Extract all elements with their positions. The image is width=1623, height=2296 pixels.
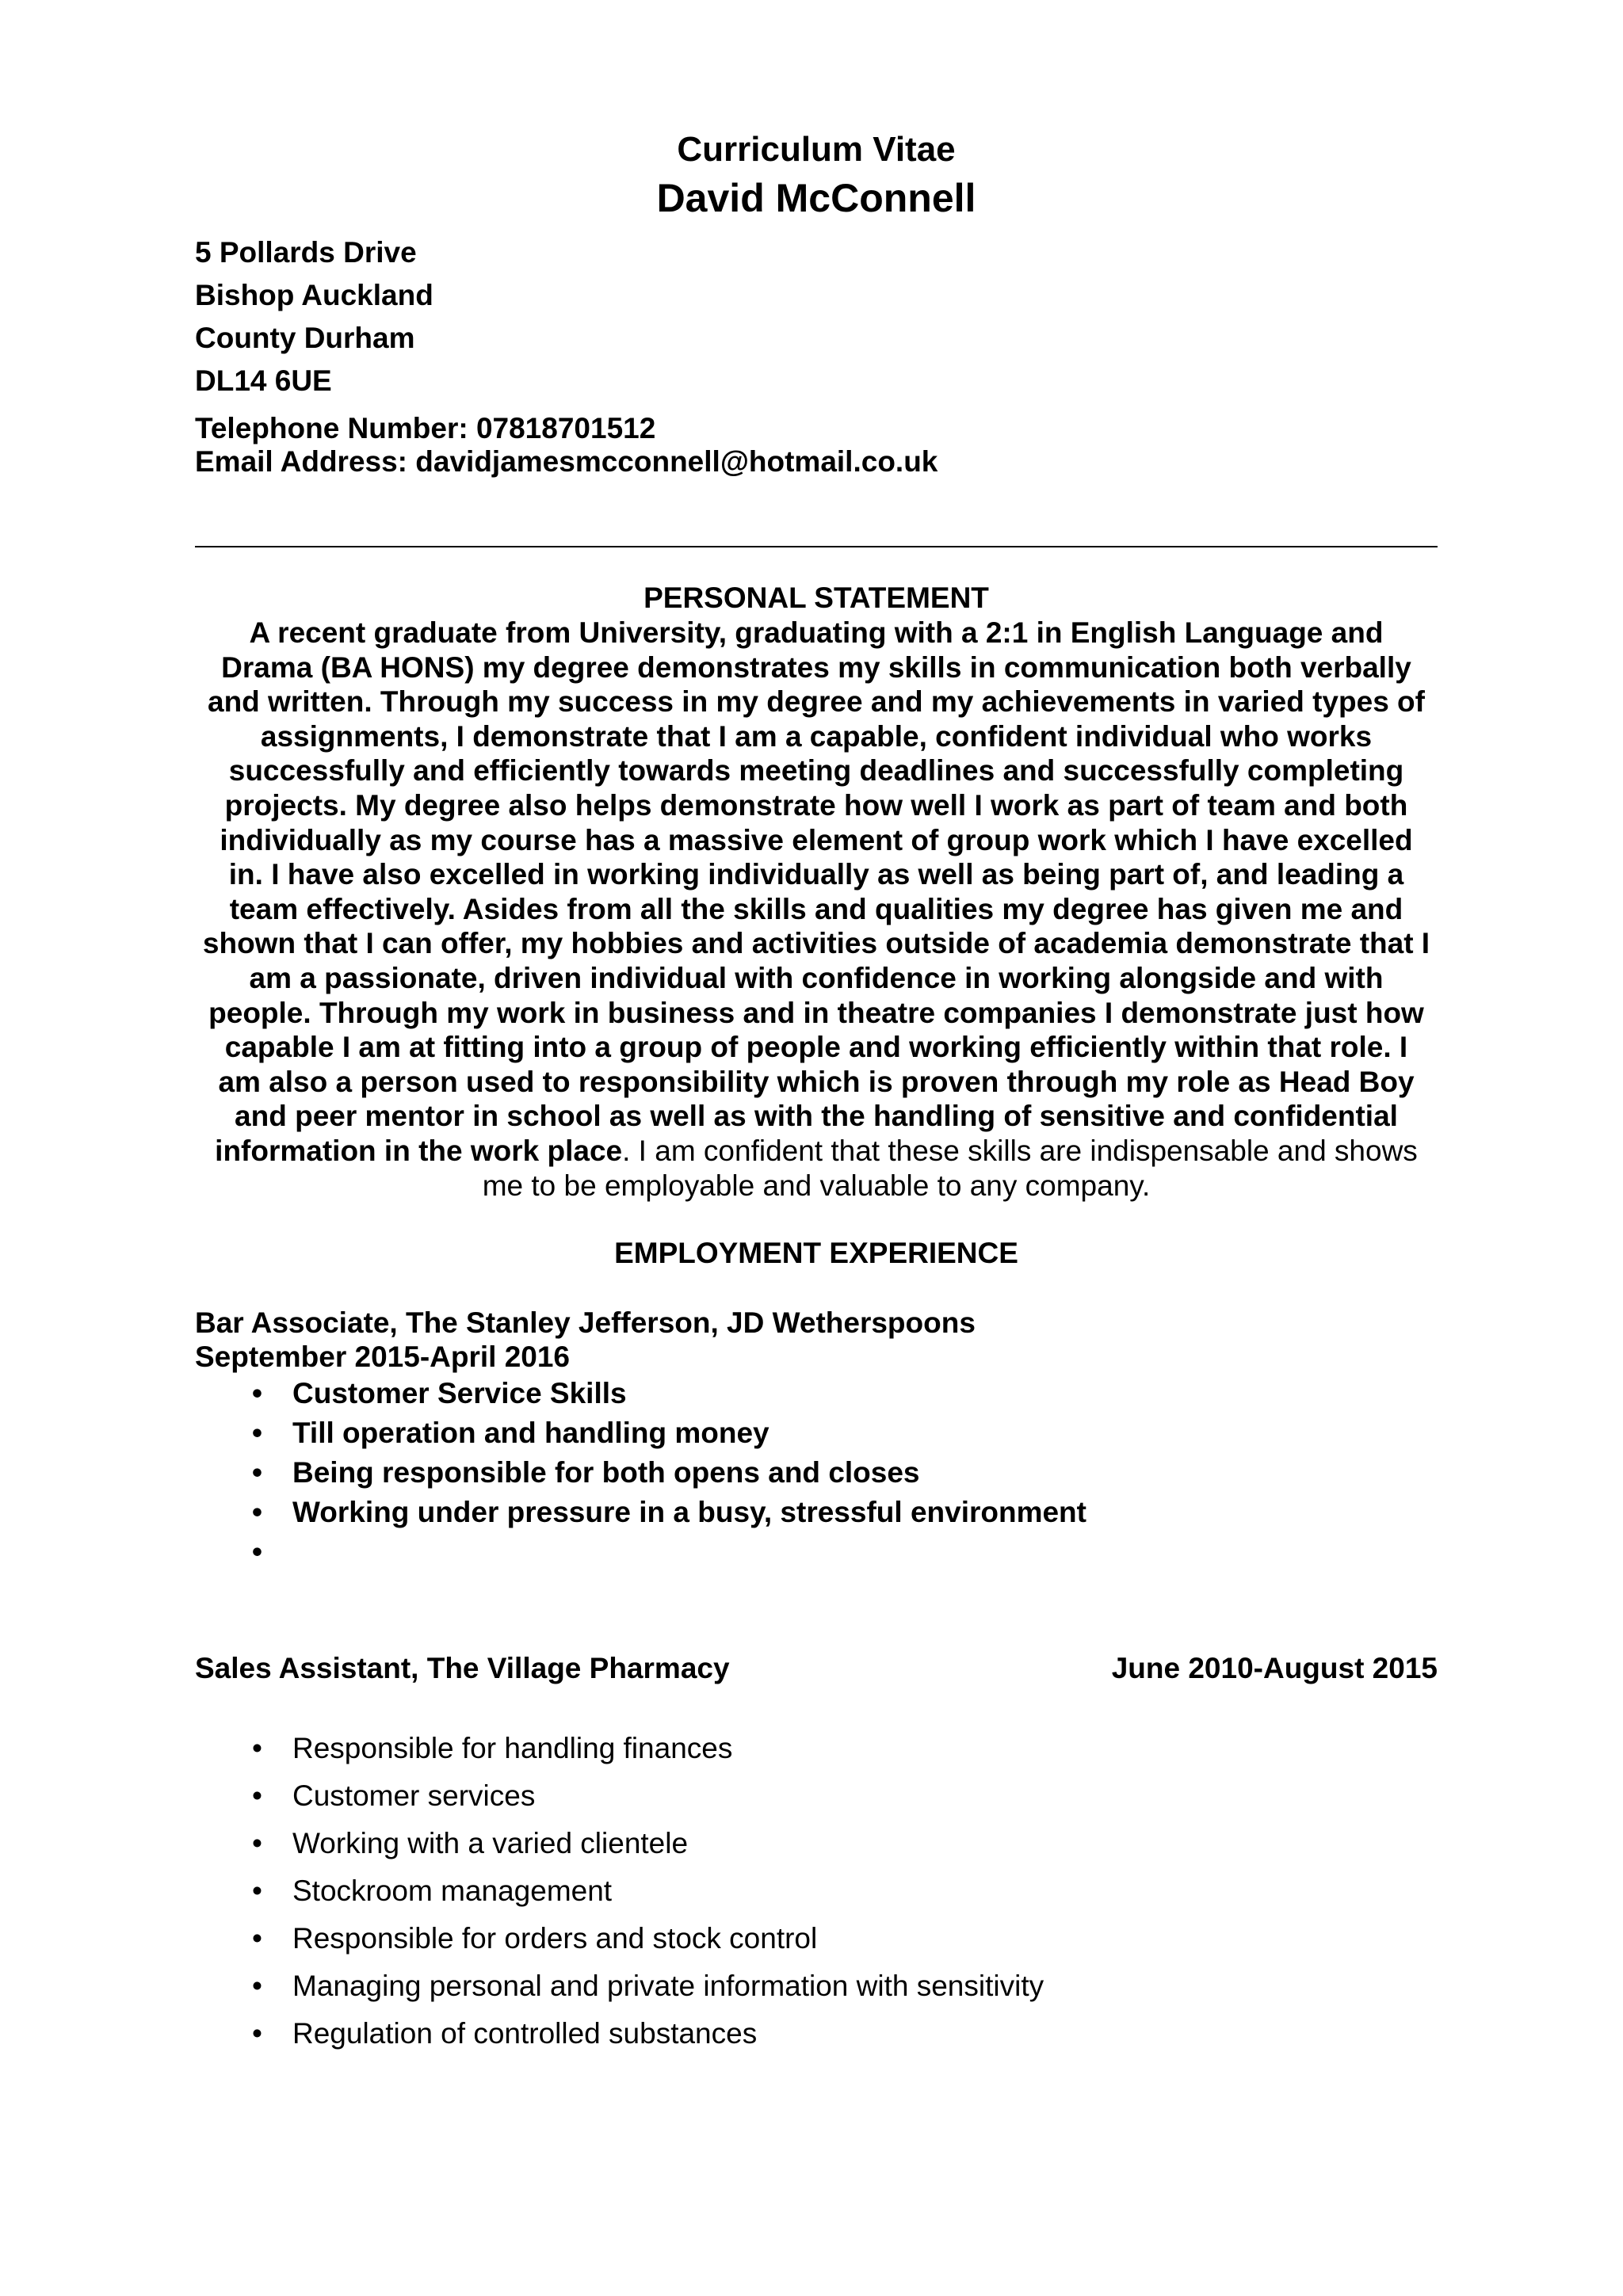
- list-item: [195, 1453, 1438, 1493]
- job-title: Sales Assistant, The Village Pharmacy: [195, 1652, 730, 1685]
- duty-text: Being responsible for both opens and closes: [292, 1456, 920, 1489]
- cv-content: [195, 127, 1438, 2058]
- duty-text: Responsible for orders and stock control: [292, 1922, 818, 1955]
- document-title: Curriculum Vitae: [677, 130, 956, 169]
- list-item: [195, 1725, 1438, 1772]
- bullet-icon: •: [252, 1875, 262, 1908]
- list-item: [195, 1915, 1438, 1962]
- list-item: [195, 1374, 1438, 1413]
- candidate-name: David McConnell: [656, 176, 976, 220]
- list-item: [195, 1867, 1438, 1915]
- list-item: [195, 1820, 1438, 1867]
- duty-text: Working with a varied clientele: [292, 1827, 689, 1860]
- contact-block: [195, 412, 1438, 479]
- duty-text: Regulation of controlled substances: [292, 2017, 758, 2050]
- duty-text: Working under pressure in a busy, stressful environment: [292, 1496, 1086, 1529]
- address-line-postcode: DL14 6UE: [195, 364, 332, 397]
- list-item: [195, 1962, 1438, 2010]
- personal-statement-heading: PERSONAL STATEMENT: [643, 582, 989, 614]
- job-dates: June 2010-August 2015: [1111, 1652, 1438, 1685]
- bullet-icon: •: [252, 1779, 262, 1813]
- bullet-icon: •: [252, 1377, 262, 1410]
- address-line-county: County Durham: [195, 322, 415, 354]
- address-block: [195, 231, 1438, 402]
- duty-text: Managing personal and private information with sensitivity: [292, 1970, 1044, 2003]
- duty-text: Customer Service Skills: [292, 1377, 627, 1410]
- duty-text: Customer services: [292, 1779, 536, 1813]
- bullet-icon: •: [252, 1732, 262, 1765]
- personal-statement-plain: . I am confident that these skills are indispensable and shows me to be employable and valuable to any company.: [482, 1134, 1418, 1202]
- bullet-icon: •: [252, 1970, 262, 2003]
- section-divider: [195, 546, 1438, 547]
- job-entry-sales-assistant: [195, 1651, 1438, 2058]
- bullet-icon: •: [252, 1922, 262, 1955]
- job-dates: September 2015-April 2016: [195, 1341, 571, 1374]
- bullet-icon: •: [252, 1535, 262, 1569]
- bullet-icon: •: [252, 1496, 262, 1529]
- address-line-town: Bishop Auckland: [195, 279, 433, 311]
- job-duties-list: [195, 1725, 1438, 2058]
- duty-text: Till operation and handling money: [292, 1417, 769, 1450]
- bullet-icon: •: [252, 1456, 262, 1489]
- list-item: [195, 1413, 1438, 1453]
- list-item: [195, 1772, 1438, 1820]
- telephone-number: Telephone Number: 07818701512: [195, 412, 656, 444]
- employment-heading: EMPLOYMENT EXPERIENCE: [614, 1237, 1018, 1270]
- list-item: [195, 1532, 1438, 1572]
- list-item: [195, 1493, 1438, 1532]
- address-line-street: 5 Pollards Drive: [195, 236, 417, 269]
- email-address: Email Address: davidjamesmcconnell@hotmail.co.uk: [195, 445, 938, 478]
- job-title: Bar Associate, The Stanley Jefferson, JD Wetherspoons: [195, 1306, 976, 1340]
- list-item: [195, 2010, 1438, 2058]
- job-header-row: [195, 1651, 1438, 1685]
- duty-text: Stockroom management: [292, 1875, 613, 1908]
- bullet-icon: •: [252, 1417, 262, 1450]
- personal-statement-bold: A recent graduate from University, graduating with a 2:1 in English Language and Drama (BA HONS) my degree demonstrates my skills in communication both verbally and written. Through my success in my degree and my achievements in varied types of assignments, I demonstrate that I am a capable, confident individual who works successfully and efficiently towards meeting deadlines and successfully completing projects. My degree also helps demonstrate how well I work as part of team and both individually as my course has a massive element of group work which I have excelled in. I have also excelled in working individually as well as being part of, and leading a team effectively. Asides from all the skills and qualities my degree has given me and shown that I can offer, my hobbies and activities outside of academia demonstrate that I am a passionate, driven individual with confidence in working alongside and with people. Through my work in business and in theatre companies I demonstrate just how capable I am at fitting into a group of people and working efficiently within that role. I am also a person used to responsibility which is proven through my role as Head Boy and peer mentor in school as well as with the handling of sensitive and confidential information in the work place: [202, 616, 1430, 1167]
- duty-text: Responsible for handling finances: [292, 1732, 733, 1765]
- job-entry-bar-associate: [195, 1306, 1438, 1572]
- bullet-icon: •: [252, 2017, 262, 2050]
- bullet-icon: •: [252, 1827, 262, 1860]
- job-duties-list: [195, 1374, 1438, 1572]
- personal-statement-text: [200, 616, 1433, 1203]
